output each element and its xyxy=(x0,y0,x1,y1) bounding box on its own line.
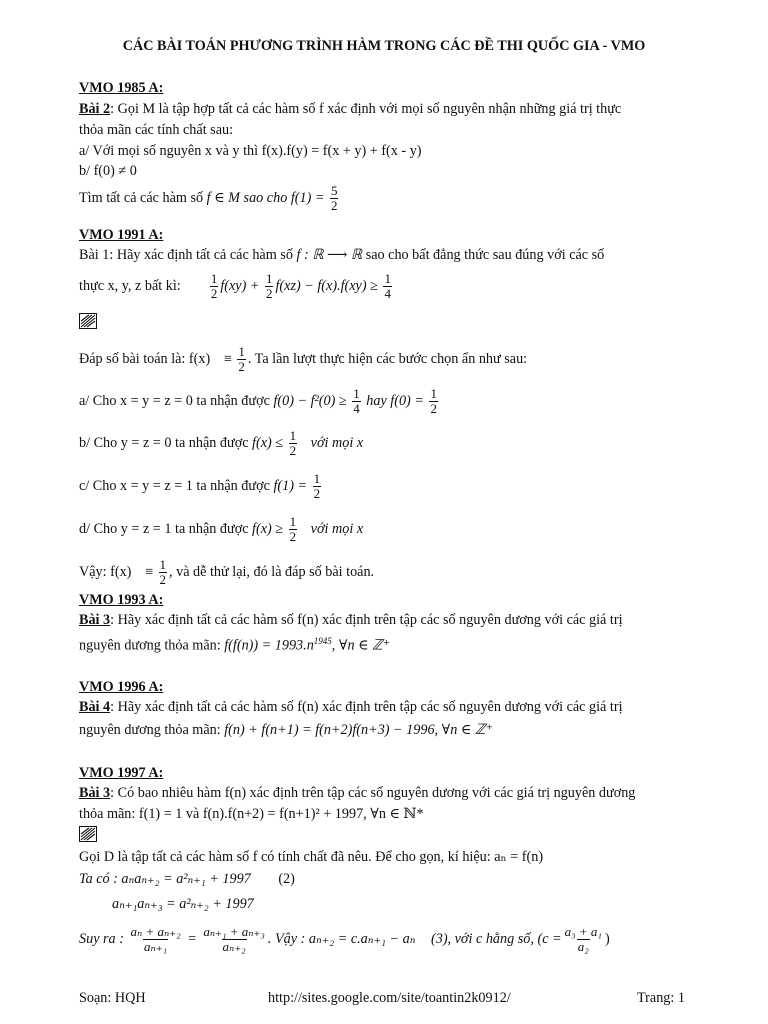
problem-text: thực x, y, z bất kì: xyxy=(79,278,181,295)
problem-1985-line2: thỏa mãn các tính chất sau: xyxy=(79,122,234,138)
solution-math: Suy ra : xyxy=(79,931,124,948)
constant-def: (c = xyxy=(537,931,562,948)
section-heading-1996: VMO 1996 A: xyxy=(79,679,164,695)
problem-1997-line1 xyxy=(79,785,635,802)
fraction-half: $\frac{1}{2}$ xyxy=(289,514,297,545)
conclusion-text-cont: , và dễ thử lại, đó là đáp số bài toán. xyxy=(169,564,375,581)
solution-1997-taco xyxy=(79,871,295,888)
answer-text-cont: . Ta lần lượt thực hiện các bước chọn ẩn như sau: xyxy=(247,351,528,368)
step-math: f(0) − f²(0) ≥ xyxy=(273,393,347,410)
exponent: 1945 xyxy=(313,636,332,646)
step-text: c/ Cho x = y = z = 1 ta nhận được xyxy=(79,478,270,495)
section-heading-1997: VMO 1997 A: xyxy=(79,765,164,781)
step-b xyxy=(79,429,363,459)
solution-math: . Vậy : aₙ₊₂ = c.aₙ₊₁ − aₙ xyxy=(267,931,416,948)
problem-text: nguyên dương thỏa mãn: xyxy=(79,637,221,654)
problem-label: Bài 2 xyxy=(79,101,111,117)
fraction-half: $\frac{1}{2}$ xyxy=(289,428,297,459)
step-math: f(x) ≤ xyxy=(252,435,284,452)
fraction-half: $\frac{1}{2}$ xyxy=(313,471,321,502)
fraction-half: $\frac{1}{2}$ xyxy=(210,271,218,302)
answer-1991 xyxy=(79,345,527,375)
equation-number: (2) xyxy=(278,871,295,887)
problem-1991-line2 xyxy=(79,272,394,302)
problem-1996-line2 xyxy=(79,722,493,739)
ineq-part: f(xy) + xyxy=(220,278,260,295)
problem-1993-line2 xyxy=(79,636,390,655)
solution-math: Ta có : aₙaₙ₊₂ = a²ₙ₊₁ + 1997 xyxy=(79,871,251,887)
ask-text: Tìm tất cả các hàm số xyxy=(79,190,204,207)
problem-label: Bài 3 xyxy=(79,785,111,801)
step-text: d/ Cho y = z = 1 ta nhận được xyxy=(79,521,249,538)
problem-math: f(n) + f(n+1) = f(n+2)f(n+3) − 1996, ∀n ∈ ℤ⁺ xyxy=(224,722,493,738)
fraction-5-2: $\frac{5}{2}$ xyxy=(330,183,338,214)
fraction-half: $\frac{1}{2}$ xyxy=(265,271,273,302)
ask-math: f ∈ M sao cho f(1) = xyxy=(206,190,325,207)
problem-1985-ask xyxy=(79,184,340,214)
step-math: f(1) = xyxy=(273,478,308,495)
problem-text: : Có bao nhiêu hàm f(n) xác định trên tập các số nguyên dương với các giá trị nguyên dương xyxy=(110,785,636,801)
fraction-half: $\frac{1}{2}$ xyxy=(238,344,245,375)
footer-author: Soạn: HQH xyxy=(79,990,146,1006)
answer-text: Đáp số bài toán là: f(x) xyxy=(79,351,211,368)
section-heading-1991: VMO 1991 A: xyxy=(79,227,164,243)
solution-1997-suyra: Suy ra : $\frac{\text{aₙ + aₙ₊₂}}{\text{aₙ₊₁}}$ = $\frac{\text{aₙ₊₁ + aₙ₊₃}}{\text{aₙ₊₂}}$ . Vậy : aₙ₊₂ = c.aₙ₊₁ − aₙ (3), với c hằng số, (c = $\frac{\text{a₃ + a₁}}{\text{a₂}}$ ) xyxy=(79,924,610,955)
problem-1985-cond-b: b/ f(0) ≠ 0 xyxy=(79,163,137,179)
problem-text: : Hãy xác định tất cả các hàm số f(n) xác định trên tập các số nguyên dương với các giá trị xyxy=(110,699,623,715)
problem-math: f(f(n)) = 1993.n xyxy=(224,637,314,654)
conclusion-text: Vậy: f(x) xyxy=(79,564,132,581)
problem-1993-line1 xyxy=(79,612,623,629)
step-math: với mọi x xyxy=(310,521,364,538)
fraction-ratio-2: $\frac{\text{aₙ₊₁ + aₙ₊₃}}{\text{aₙ₊₂}}$ xyxy=(203,924,265,955)
step-d xyxy=(79,515,363,545)
problem-math-tail: , ∀n ∈ ℤ⁺ xyxy=(331,637,391,654)
problem-1985-line1 xyxy=(79,101,621,118)
problem-1996-line1 xyxy=(79,699,623,716)
solution-1997-line2: aₙ₊₁aₙ₊₃ = a²ₙ₊₂ + 1997 xyxy=(112,896,254,912)
fraction-ratio-1: $\frac{\text{aₙ + aₙ₊₂}}{\text{aₙ₊₁}}$ xyxy=(130,924,181,955)
solution-1997-intro: Gọi D là tập tất cả các hàm số f có tính chất đã nêu. Để cho gọn, kí hiệu: aₙ = f(n) xyxy=(79,849,544,865)
step-text: a/ Cho x = y = z = 0 ta nhận được xyxy=(79,393,270,410)
problem-label: Bài 3 xyxy=(79,612,111,628)
solution-pen-icon xyxy=(79,826,97,842)
equiv-sign: ≡ xyxy=(223,351,232,368)
problem-label: Bài 4 xyxy=(79,699,111,715)
equiv-sign: ≡ xyxy=(144,564,153,581)
conclusion-1991 xyxy=(79,558,374,588)
problem-text: : Hãy xác định tất cả các hàm số f(n) xác định trên tập các số nguyên dương với các giá trị xyxy=(110,612,623,628)
fraction-quarter: $\frac{1}{4}$ xyxy=(353,386,360,417)
step-math: f(x) ≥ xyxy=(252,521,284,538)
step-a xyxy=(79,387,440,417)
problem-math: f : ℝ ⟶ ℝ xyxy=(296,247,363,263)
equation-number: (3), với c hằng số, xyxy=(431,931,534,948)
problem-text-cont: sao cho bất đẳng thức sau đúng với các số xyxy=(365,247,605,263)
problem-1991-line1 xyxy=(79,247,604,264)
constant-def-close: ) xyxy=(604,931,610,948)
section-heading-1993: VMO 1993 A: xyxy=(79,592,164,608)
ineq-part: f(xz) − f(x).f(xy) ≥ xyxy=(275,278,378,295)
page-title: CÁC BÀI TOÁN PHƯƠNG TRÌNH HÀM TRONG CÁC ĐỀ THI QUỐC GIA - VMO xyxy=(122,38,646,54)
problem-text: nguyên dương thỏa mãn: xyxy=(79,722,221,738)
step-math: với mọi x xyxy=(310,435,364,452)
problem-1997-line2: thỏa mãn: f(1) = 1 và f(n).f(n+2) = f(n+1)² + 1997, ∀n ∈ ℕ* xyxy=(79,806,424,822)
section-heading-1985: VMO 1985 A: xyxy=(79,80,164,96)
fraction-constant: $\frac{\text{a₃ + a₁}}{\text{a₂}}$ xyxy=(564,924,602,955)
footer-url[interactable]: http://sites.google.com/site/toantin2k0912/ xyxy=(268,990,511,1006)
problem-text: Bài 1: Hãy xác định tất cả các hàm số xyxy=(79,247,293,263)
fraction-half: $\frac{1}{2}$ xyxy=(159,557,167,588)
footer-page-number: Trang: 1 xyxy=(637,990,685,1006)
step-math: hay f(0) = xyxy=(366,393,424,410)
fraction-half: $\frac{1}{2}$ xyxy=(430,386,437,417)
problem-text: : Gọi M là tập hợp tất cả các hàm số f xác định với mọi số nguyên nhận những giá trị thực xyxy=(110,101,622,117)
step-text: b/ Cho y = z = 0 ta nhận được xyxy=(79,435,249,452)
step-c xyxy=(79,472,323,502)
fraction-quarter: $\frac{1}{4}$ xyxy=(384,271,391,302)
solution-pen-icon xyxy=(79,313,97,329)
problem-1985-cond-a: a/ Với mọi số nguyên x và y thì f(x).f(y) = f(x + y) + f(x - y) xyxy=(79,143,422,159)
